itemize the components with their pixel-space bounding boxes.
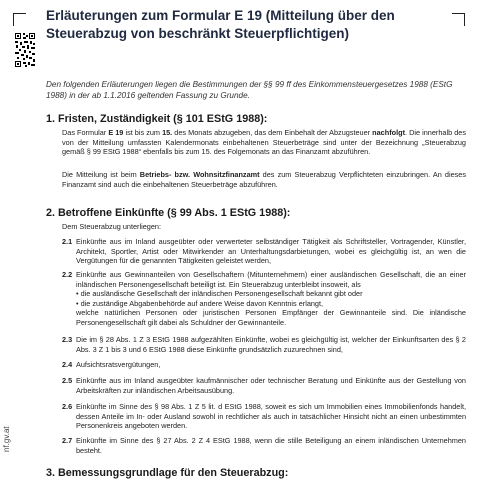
item-number: 2.2 (62, 270, 73, 279)
item-number: 2.6 (62, 402, 73, 411)
item-bullet: • die ausländische Gesellschaft der inländischen Personengesellschaft bekannt gibt oder (76, 289, 363, 299)
side-url-label: nf.gv.at (2, 426, 11, 452)
section-1-heading: 1. Fristen, Zuständigkeit (§ 101 EStG 1988): (46, 113, 268, 125)
list-item-2-4 (62, 360, 466, 370)
item-tail: welche natürlichen Personen oder juristischen Personen Empfänger der Gewinnanteile sind. Die inländische Personengesellschaft gilt dabei als Schuldner der Gewinnanteile. (76, 308, 466, 327)
item-text: Die im § 28 Abs. 1 Z 3 EStG 1988 aufgezählten Einkünfte, wobei es gleichgültig ist, welcher der Einkunftsarten des § 2 Abs. 3 Z 1 bis 3 und 6 EStG 1988 diese Einkünfte grundsätzlich zuzurechnen sind, (76, 335, 466, 354)
item-number: 2.7 (62, 436, 73, 445)
list-item-2-6 (62, 402, 466, 431)
item-number: 2.3 (62, 335, 73, 344)
section-3-heading: 3. Bemessungsgrundlage für den Steuerabzug: (46, 467, 289, 479)
list-item-2-1 (62, 237, 466, 266)
item-number: 2.5 (62, 376, 73, 385)
item-text: Einkünfte aus im Inland ausgeübter kaufmännischer oder technischer Beratung und Einkünfte aus der Gestellung von Arbeitskräften zur inländischen Arbeitsausübung. (76, 376, 466, 395)
item-text: Einkünfte aus Gewinnanteilen von Gesellschaftern (Mitunternehmern) einer ausländischen Gesellschaft, die an einer inländischen Personengesellschaft beteiligt ist. Ein Steuerabzug unterbleibt insoweit, als (76, 270, 466, 289)
section-1-paragraph-1: Das Formular E 19 ist bis zum 15. des Monats abzugeben, das dem Einbehalt der Abzugsteuer nachfolgt. Die innerhalb des von der Mitteilung umfassten Kalendermonats einbehaltenen Steuerbeträge sind unter der Bezeichnung „Steuerabzug gemäß § 99 EStG 1988“ ebenfalls bis zum 15. des Folgemonats an das Finanzamt abzuführen. (62, 128, 466, 157)
section-1-paragraph-2: Die Mitteilung ist beim Betriebs- bzw. Wohnsitzfinanzamt des zum Steuerabzug Verpflichteten einzubringen. An dieses Finanzamt sind auch die einbehaltenen Steuerbeträge abzuführen. (62, 170, 467, 189)
list-item-2-2 (62, 270, 466, 328)
section-2-heading: 2. Betroffene Einkünfte (§ 99 Abs. 1 EStG 1988): (46, 207, 291, 219)
item-text: Einkünfte im Sinne des § 98 Abs. 1 Z 5 lit. d EStG 1988, soweit es sich um Immobilien eines Immobilienfonds handelt, dessen Anteile im In- oder Ausland sowohl in rechtlicher als auch in tatsächlicher Hinsicht nicht an einen unbestimmten Personenkreis angeboten werden. (76, 402, 466, 431)
document-title: Erläuterungen zum Formular E 19 (Mitteilung über den Steuerabzug von beschränkt Steuerpflichtigen) (46, 8, 395, 41)
qr-code-icon (14, 32, 36, 68)
item-number: 2.4 (62, 360, 73, 369)
list-item-2-5 (62, 376, 466, 395)
corner-mark-top-left (13, 13, 26, 26)
item-text: Einkünfte im Sinne des § 27 Abs. 2 Z 4 EStG 1988, wenn die stille Beteiligung an einem inländischen Unternehmen besteht. (76, 436, 466, 455)
list-item-2-7 (62, 436, 466, 455)
section-2-lead: Dem Steuerabzug unterliegen: (62, 222, 161, 231)
item-text: Einkünfte aus im Inland ausgeübter oder verwerteter selbständiger Tätigkeit als Schriftsteller, Vortragender, Künstler, Architekt, Sportler, Artist oder Mitwirkender an Unterhaltungsdarbietungen, wobei es gleichgültig ist, an wen die Vergütungen für die genannten Tätigkeiten geleistet werden, (76, 237, 466, 266)
list-item-2-3 (62, 335, 466, 354)
item-text: Aufsichtsratsvergütungen, (76, 360, 161, 369)
intro-paragraph: Den folgenden Erläuterungen liegen die Bestimmungen der §§ 99 ff des Einkommensteuergesetzes 1988 (EStG 1988) in der ab 1.1.2016 geltenden Fassung zu Grunde. (46, 80, 453, 100)
item-number: 2.1 (62, 237, 73, 246)
item-bullet: • die zuständige Abgabenbehörde auf andere Weise davon Kenntnis erlangt, (76, 298, 324, 308)
